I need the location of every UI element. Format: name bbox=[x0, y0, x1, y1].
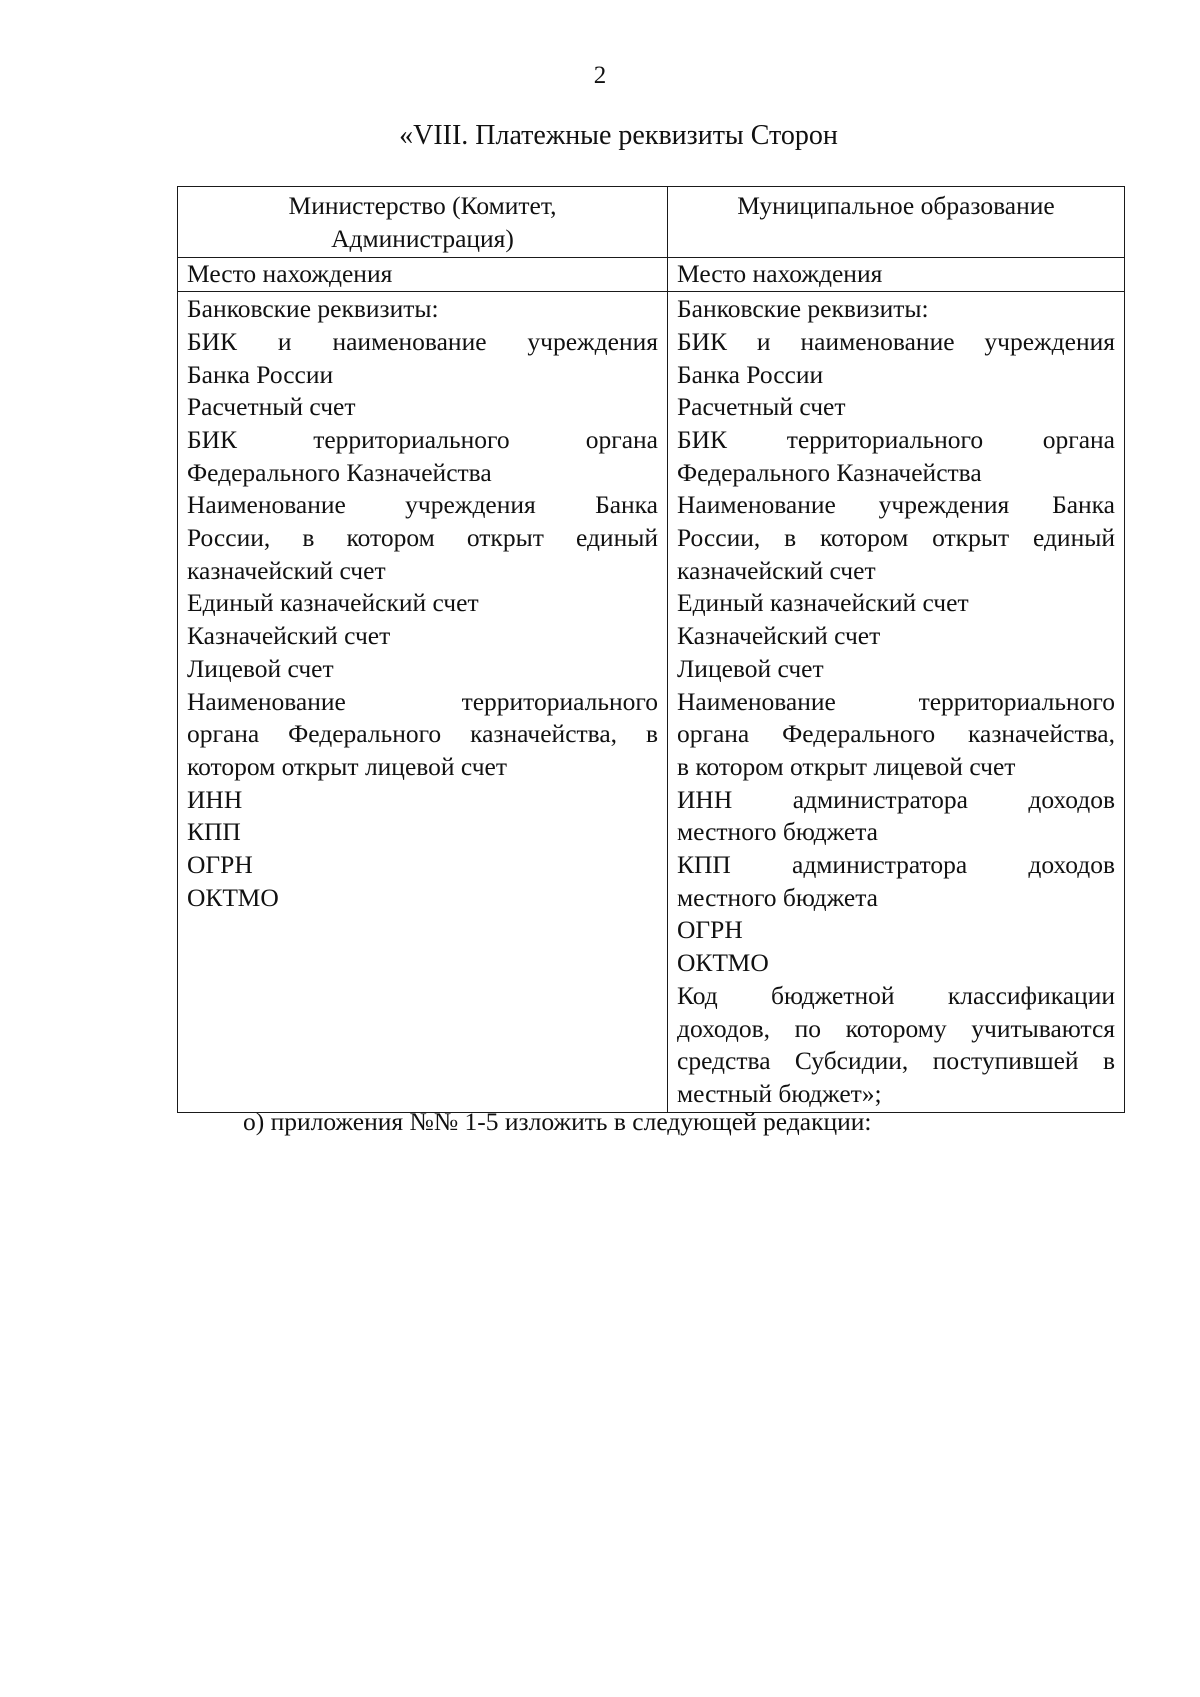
detail-line: ОКТМО bbox=[677, 948, 769, 978]
location-row bbox=[178, 258, 1125, 292]
detail-line: ОКТМО bbox=[187, 882, 279, 912]
detail-line: органа Федерального казначейства, bbox=[677, 719, 1115, 749]
header-municipality bbox=[668, 187, 1125, 258]
location-right: Место нахождения bbox=[668, 258, 1125, 292]
detail-line: Казначейский счет bbox=[677, 621, 881, 651]
detail-line: Лицевой счет bbox=[187, 653, 334, 683]
detail-line: ОГРН bbox=[677, 915, 743, 945]
detail-line: котором открыт лицевой счет bbox=[187, 751, 508, 781]
detail-line: Код бюджетной классификации bbox=[677, 980, 1115, 1010]
detail-line: КПП администратора доходов bbox=[677, 850, 1115, 880]
bank-details-right bbox=[668, 292, 1125, 1113]
detail-line: Федерального Казначейства bbox=[187, 457, 492, 487]
detail-line: Наименование учреждения Банка bbox=[187, 490, 658, 520]
detail-line: Расчетный счет bbox=[677, 392, 846, 422]
detail-line: Единый казначейский счет bbox=[187, 588, 479, 618]
detail-line: казначейский счет bbox=[677, 555, 876, 585]
detail-line: России, в котором открыт единый bbox=[677, 523, 1115, 553]
detail-line: ОГРН bbox=[187, 850, 253, 880]
detail-line: в котором открыт лицевой счет bbox=[677, 751, 1016, 781]
detail-line: местного бюджета bbox=[677, 817, 878, 847]
detail-line: местный бюджет»; bbox=[677, 1078, 882, 1108]
detail-line: Федерального Казначейства bbox=[677, 457, 982, 487]
detail-line: Банковские реквизиты: bbox=[187, 294, 439, 324]
detail-line: Банковские реквизиты: bbox=[677, 294, 929, 324]
header-ministry bbox=[178, 187, 668, 258]
detail-line: Лицевой счет bbox=[677, 653, 824, 683]
detail-line: БИК и наименование учреждения bbox=[187, 326, 658, 356]
detail-line: казначейский счет bbox=[187, 555, 386, 585]
header-ministry-line: Министерство (Комитет, bbox=[288, 191, 557, 220]
detail-line: Наименование территориального bbox=[677, 686, 1115, 716]
bank-details-row bbox=[178, 292, 1125, 1113]
detail-line: КПП bbox=[187, 817, 241, 847]
table-header-row bbox=[178, 187, 1125, 258]
header-municipality-line: Муниципальное образование bbox=[737, 191, 1055, 220]
detail-line: органа Федерального казначейства, в bbox=[187, 719, 658, 749]
closing-paragraph: о) приложения №№ 1-5 изложить в следующей редакции: bbox=[243, 1107, 872, 1136]
page-number: 2 bbox=[593, 62, 607, 89]
detail-line: местного бюджета bbox=[677, 882, 878, 912]
detail-line: ИНН bbox=[187, 784, 243, 814]
detail-line: БИК и наименование учреждения bbox=[677, 326, 1115, 356]
detail-line: Наименование учреждения Банка bbox=[677, 490, 1115, 520]
detail-line: России, в котором открыт единый bbox=[187, 523, 658, 553]
detail-line: средства Субсидии, поступившей в bbox=[677, 1046, 1115, 1076]
detail-line: БИК территориального органа bbox=[677, 424, 1115, 454]
bank-details-left bbox=[178, 292, 668, 1113]
payment-details-table bbox=[177, 186, 1125, 1113]
detail-line: Единый казначейский счет bbox=[677, 588, 969, 618]
detail-line: доходов, по которому учитываются bbox=[677, 1013, 1115, 1043]
detail-line: Наименование территориального bbox=[187, 686, 658, 716]
header-ministry-line: Администрация) bbox=[331, 223, 514, 253]
detail-line: Расчетный счет bbox=[187, 392, 356, 422]
detail-line: БИК территориального органа bbox=[187, 424, 658, 454]
detail-line: Казначейский счет bbox=[187, 621, 391, 651]
location-left: Место нахождения bbox=[178, 258, 668, 292]
detail-line: Банка России bbox=[187, 359, 334, 389]
detail-line: ИНН администратора доходов bbox=[677, 784, 1115, 814]
section-title: «VIII. Платежные реквизиты Сторон bbox=[399, 120, 838, 151]
detail-line: Банка России bbox=[677, 359, 824, 389]
